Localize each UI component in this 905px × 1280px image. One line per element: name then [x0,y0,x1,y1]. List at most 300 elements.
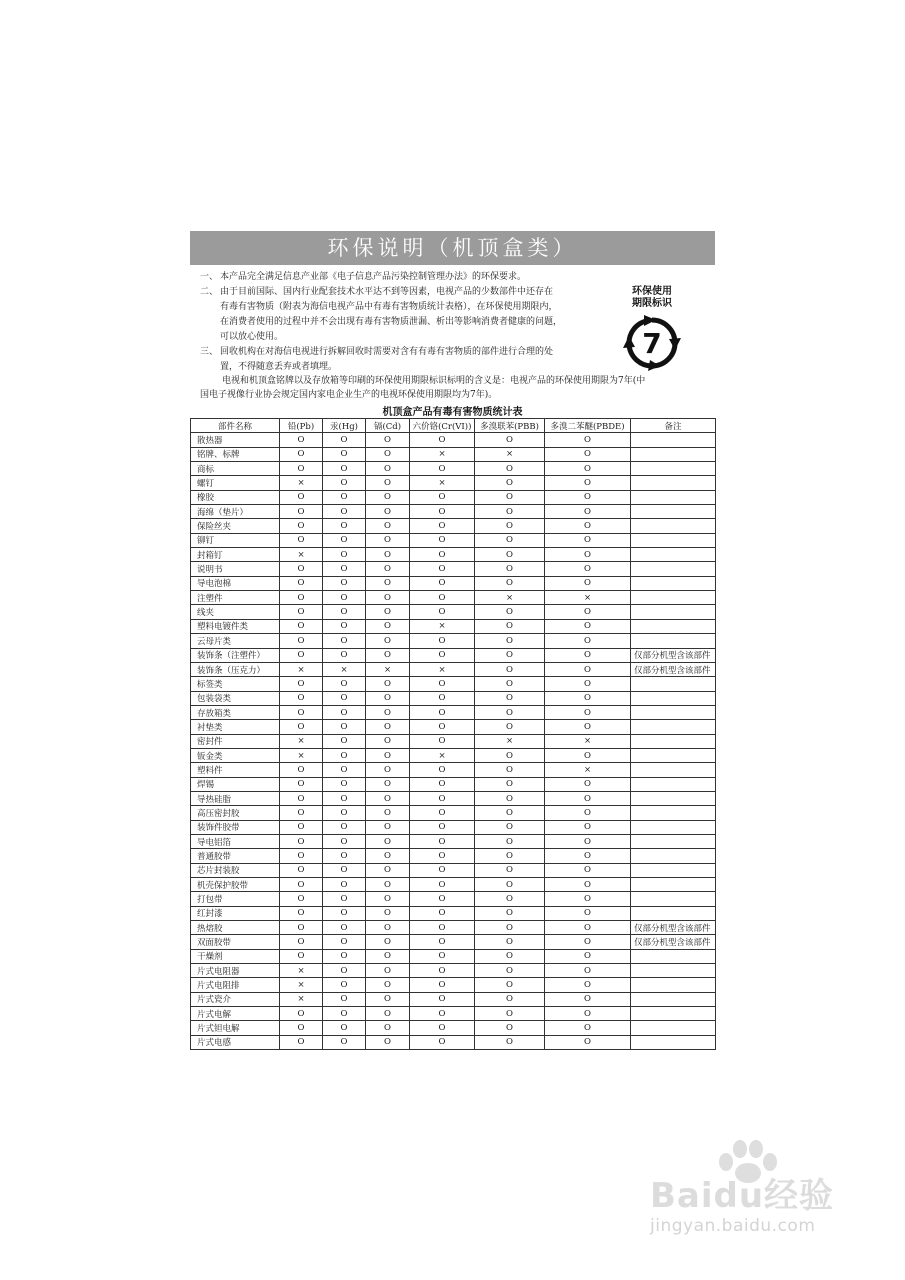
cell-part-name: 包装袋类 [191,691,280,705]
cell-cd: O [366,777,410,791]
header-cd: 镉(Cd) [366,419,410,433]
cell-pbb: O [475,648,545,662]
table-row [191,935,716,949]
cell-cd: O [366,964,410,978]
cell-pb: O [280,791,323,805]
table-row [191,1007,716,1021]
cell-cd: O [366,677,410,691]
cell-pbb: O [475,677,545,691]
cell-part-name: 片式电感 [191,1035,280,1049]
cell-cd: O [366,878,410,892]
cell-cd: O [366,705,410,719]
cell-hg: × [323,662,366,676]
cell-remark [631,691,716,705]
cell-pbde: O [545,619,631,633]
table-row [191,462,716,476]
cell-cr6: O [410,490,475,504]
cell-hg: O [323,476,366,490]
cell-part-name: 封箱钉 [191,548,280,562]
cell-part-name: 导电铝箔 [191,834,280,848]
cell-cr6: O [410,433,475,447]
cell-remark [631,705,716,719]
cell-cr6: O [410,949,475,963]
cell-cd: O [366,720,410,734]
cell-part-name: 高压密封胶 [191,806,280,820]
cell-part-name: 红封漆 [191,906,280,920]
cell-remark [631,791,716,805]
cell-remark [631,849,716,863]
cell-part-name: 铭牌、标牌 [191,447,280,461]
cell-pb: O [280,447,323,461]
watermark-url: jingyan.baidu.com [650,1216,816,1236]
cell-part-name: 双面胶带 [191,935,280,949]
cell-pbb: O [475,791,545,805]
cell-hg: O [323,533,366,547]
cell-cd: O [366,748,410,762]
cell-cr6: O [410,562,475,576]
item-three-line: 置，不得随意丢弃或者填埋。 [220,362,338,372]
cell-pbb: O [475,505,545,519]
cell-pbde: O [545,1035,631,1049]
cell-pbb: O [475,978,545,992]
cell-cr6: O [410,906,475,920]
table-row [191,519,716,533]
cell-pb: × [280,734,323,748]
cell-part-name: 装饰条（注塑件） [191,648,280,662]
item-two [200,285,562,345]
cell-part-name: 片式电解 [191,1007,280,1021]
cell-hg: O [323,548,366,562]
table-row [191,720,716,734]
cell-hg: O [323,619,366,633]
table-row [191,648,716,662]
cell-pb: × [280,964,323,978]
table-row [191,677,716,691]
cell-cr6: O [410,921,475,935]
cell-cr6: O [410,992,475,1006]
table-row [191,562,716,576]
cell-pbb: O [475,921,545,935]
cell-pbde: O [545,505,631,519]
cell-pb: O [280,834,323,848]
cell-cr6: O [410,1007,475,1021]
cell-hg: O [323,576,366,590]
cell-cr6: O [410,548,475,562]
cell-pbb: O [475,834,545,848]
cell-pbde: O [545,863,631,877]
cell-hg: O [323,1035,366,1049]
cell-remark [631,505,716,519]
cell-hg: O [323,964,366,978]
table-row [191,1035,716,1049]
cell-cd: O [366,1035,410,1049]
header-part-name: 部件名称 [191,419,280,433]
cell-cd: O [366,734,410,748]
cell-pb: O [280,505,323,519]
table-row [191,806,716,820]
cell-cr6: × [410,447,475,461]
table-row [191,964,716,978]
cell-pb: O [280,619,323,633]
cell-cd: × [366,662,410,676]
cell-pb: O [280,462,323,476]
cell-remark [631,763,716,777]
cell-cr6: × [410,748,475,762]
cell-pbb: O [475,1035,545,1049]
cell-part-name: 商标 [191,462,280,476]
cell-pbde: O [545,1021,631,1035]
cell-pbde: O [545,519,631,533]
cell-pbde: O [545,490,631,504]
cell-pbde: O [545,935,631,949]
cell-remark: 仅部分机型含该部件 [631,662,716,676]
cell-pbde: O [545,748,631,762]
cell-cd: O [366,1021,410,1035]
cell-pbb: O [475,806,545,820]
eco-cycle-icon [622,314,682,372]
cell-part-name: 机壳保护胶带 [191,878,280,892]
cell-pbde: × [545,763,631,777]
cell-pb: O [280,806,323,820]
cell-part-name: 导热硅脂 [191,791,280,805]
table-row [191,476,716,490]
table-row [191,433,716,447]
cell-remark: 仅部分机型含该部件 [631,648,716,662]
cell-remark [631,677,716,691]
cell-hg: O [323,878,366,892]
cell-pbb: O [475,548,545,562]
table-row [191,447,716,461]
cell-pb: × [280,476,323,490]
eco-period-logo [612,286,692,372]
cell-part-name: 片式钽电解 [191,1021,280,1035]
cell-remark [631,777,716,791]
cell-pbb: O [475,849,545,863]
cell-cr6: O [410,978,475,992]
cell-cd: O [366,834,410,848]
table-row [191,849,716,863]
cell-hg: O [323,591,366,605]
cell-pbde: O [545,777,631,791]
cell-part-name: 说明书 [191,562,280,576]
cell-pb: O [280,562,323,576]
table-header-row [191,419,716,433]
cell-cd: O [366,820,410,834]
cell-cr6: O [410,734,475,748]
cell-pbb: O [475,662,545,676]
cell-pb: O [280,949,323,963]
cell-hg: O [323,648,366,662]
cell-pb: O [280,863,323,877]
cell-remark [631,949,716,963]
cell-pbb: O [475,705,545,719]
cell-pbde: O [545,562,631,576]
cell-cd: O [366,906,410,920]
cell-part-name: 导电泡棉 [191,576,280,590]
table-row [191,490,716,504]
cell-pb: O [280,1035,323,1049]
cell-remark [631,906,716,920]
cell-pbb: O [475,949,545,963]
table-row [191,605,716,619]
cell-pbde: O [545,791,631,805]
item-two-line: 有毒有害物质（附表为海信电视产品中有毒有害物质统计表格），在环保使用期限内， [220,302,558,312]
table-row [191,533,716,547]
cell-pbde: × [545,734,631,748]
header-remark: 备注 [631,419,716,433]
cell-cd: O [366,490,410,504]
cell-hg: O [323,892,366,906]
cell-cr6: O [410,505,475,519]
table-title: 机顶盒产品有毒有害物质统计表 [382,407,523,418]
cell-pbde: O [545,648,631,662]
cell-remark [631,476,716,490]
cell-cr6: O [410,705,475,719]
cell-pbb: O [475,634,545,648]
cell-cd: O [366,476,410,490]
page-title: 环保说明（机顶盒类） [190,231,715,265]
cell-hg: O [323,677,366,691]
cell-pbde: O [545,834,631,848]
cell-remark: 仅部分机型含该部件 [631,935,716,949]
cell-remark [631,447,716,461]
cell-hg: O [323,992,366,1006]
cell-part-name: 密封件 [191,734,280,748]
cell-part-name: 塑料件 [191,763,280,777]
cell-hg: O [323,906,366,920]
logo-number: 7 [642,327,662,360]
cell-hg: O [323,505,366,519]
cell-cd: O [366,863,410,877]
cell-pbde: O [545,576,631,590]
cell-remark [631,576,716,590]
cell-pb: O [280,849,323,863]
cell-hg: O [323,863,366,877]
cell-part-name: 片式瓷介 [191,992,280,1006]
cell-pbb: O [475,619,545,633]
cell-cd: O [366,519,410,533]
cell-cd: O [366,949,410,963]
cell-cd: O [366,533,410,547]
cell-cd: O [366,935,410,949]
cell-remark [631,619,716,633]
table-row [191,992,716,1006]
cell-cr6: O [410,806,475,820]
cell-cr6: O [410,1021,475,1035]
cell-remark [631,548,716,562]
cell-pbde: O [545,677,631,691]
cell-part-name: 螺钉 [191,476,280,490]
cell-pb: × [280,748,323,762]
cell-remark [631,591,716,605]
cell-pbb: O [475,576,545,590]
cell-cr6: O [410,677,475,691]
cell-hg: O [323,834,366,848]
cell-remark [631,462,716,476]
item-three-line: 回收机构在对海信电视进行拆解回收时需要对含有有毒有害物质的部件进行合理的处 [220,347,554,357]
cell-hg: O [323,447,366,461]
cell-pb: O [280,648,323,662]
cell-part-name: 存放箱类 [191,705,280,719]
item-two-line: 在消费者使用的过程中并不会出现有毒有害物质泄漏、析出等影响消费者健康的问题， [220,317,563,327]
cell-pb: O [280,777,323,791]
cell-hg: O [323,605,366,619]
cell-remark [631,433,716,447]
cell-pbb: × [475,734,545,748]
cell-pb: O [280,921,323,935]
header-hg: 汞(Hg) [323,419,366,433]
table-row [191,691,716,705]
cell-hg: O [323,777,366,791]
cell-part-name: 保险丝夹 [191,519,280,533]
cell-remark [631,834,716,848]
table-row [191,763,716,777]
period-note [200,374,645,402]
cell-remark [631,1021,716,1035]
cell-part-name: 装饰件胶带 [191,820,280,834]
table-row [191,748,716,762]
cell-pbb: O [475,433,545,447]
cell-pbde: O [545,921,631,935]
cell-hg: O [323,519,366,533]
cell-pb: × [280,992,323,1006]
cell-hg: O [323,1021,366,1035]
cell-hg: O [323,978,366,992]
cell-cr6: O [410,763,475,777]
cell-cd: O [366,462,410,476]
cell-pbde: O [545,906,631,920]
cell-pb: O [280,892,323,906]
table-row [191,791,716,805]
item-one-text: 本产品完全满足信息产业部《电子信息产品污染控制管理办法》的环保要求。 [220,272,527,282]
cell-cd: O [366,892,410,906]
cell-part-name: 片式电阻器 [191,964,280,978]
cell-pbde: O [545,849,631,863]
cell-cr6: O [410,462,475,476]
item-two-number: 二、 [200,287,219,297]
cell-pb: O [280,763,323,777]
table-row [191,892,716,906]
cell-hg: O [323,433,366,447]
cell-cr6: O [410,964,475,978]
cell-part-name: 打包带 [191,892,280,906]
cell-pb: O [280,576,323,590]
cell-pb: O [280,878,323,892]
cell-pbde: O [545,634,631,648]
cell-hg: O [323,763,366,777]
cell-pbde: O [545,476,631,490]
cell-pb: O [280,634,323,648]
cell-cr6: O [410,935,475,949]
logo-line-1: 环保使用 [632,286,672,297]
table-row [191,619,716,633]
cell-hg: O [323,949,366,963]
item-two-line: 由于目前国际、国内行业配套技术水平达不到等因素，电视产品的少数部件中还存在 [220,287,554,297]
cell-cd: O [366,505,410,519]
cell-hg: O [323,791,366,805]
cell-cd: O [366,791,410,805]
cell-pbb: O [475,490,545,504]
cell-remark [631,734,716,748]
cell-hg: O [323,935,366,949]
cell-remark [631,863,716,877]
cell-cr6: O [410,820,475,834]
cell-pb: × [280,548,323,562]
cell-part-name: 铆钉 [191,533,280,547]
cell-part-name: 塑料电镀件类 [191,619,280,633]
cell-cd: O [366,562,410,576]
cell-remark [631,490,716,504]
cell-pbde: O [545,548,631,562]
table-row [191,734,716,748]
cell-part-name: 热熔胶 [191,921,280,935]
cell-cr6: O [410,634,475,648]
cell-pb: O [280,705,323,719]
cell-cd: O [366,634,410,648]
cell-pbde: O [545,433,631,447]
cell-hg: O [323,490,366,504]
table-row [191,834,716,848]
cell-pbde: O [545,662,631,676]
cell-pbde: O [545,705,631,719]
cell-cd: O [366,648,410,662]
cell-cr6: O [410,720,475,734]
table-row [191,777,716,791]
cell-cd: O [366,591,410,605]
cell-cd: O [366,548,410,562]
cell-pbde: O [545,691,631,705]
cell-pbde: O [545,462,631,476]
cell-part-name: 海绵（垫片） [191,505,280,519]
cell-cd: O [366,576,410,590]
cell-pbde: O [545,992,631,1006]
cell-pb: O [280,720,323,734]
cell-pbde: O [545,720,631,734]
cell-hg: O [323,806,366,820]
cell-pbde: O [545,806,631,820]
cell-pbb: O [475,820,545,834]
note-line: 国电子视像行业协会规定国内家电企业生产的电视环保使用期限均为7年)。 [200,390,498,400]
table-row [191,705,716,719]
cell-remark [631,533,716,547]
cell-pbb: × [475,591,545,605]
cell-pb: O [280,433,323,447]
cell-cd: O [366,806,410,820]
cell-cr6: O [410,591,475,605]
cell-pbde: O [545,949,631,963]
cell-cr6: O [410,533,475,547]
cell-remark [631,605,716,619]
cell-pbb: × [475,447,545,461]
cell-cr6: O [410,605,475,619]
cell-pb: O [280,906,323,920]
watermark-brand: Baidu经验 [650,1176,835,1216]
cell-hg: O [323,734,366,748]
cell-part-name: 散热器 [191,433,280,447]
cell-pb: O [280,519,323,533]
cell-hg: O [323,691,366,705]
cell-cd: O [366,433,410,447]
cell-part-name: 装饰条（压克力） [191,662,280,676]
cell-remark [631,964,716,978]
cell-remark: 仅部分机型含该部件 [631,921,716,935]
cell-pbb: O [475,562,545,576]
cell-cr6: O [410,863,475,877]
cell-hg: O [323,720,366,734]
cell-pbb: O [475,906,545,920]
cell-cr6: × [410,619,475,633]
cell-pb: O [280,605,323,619]
